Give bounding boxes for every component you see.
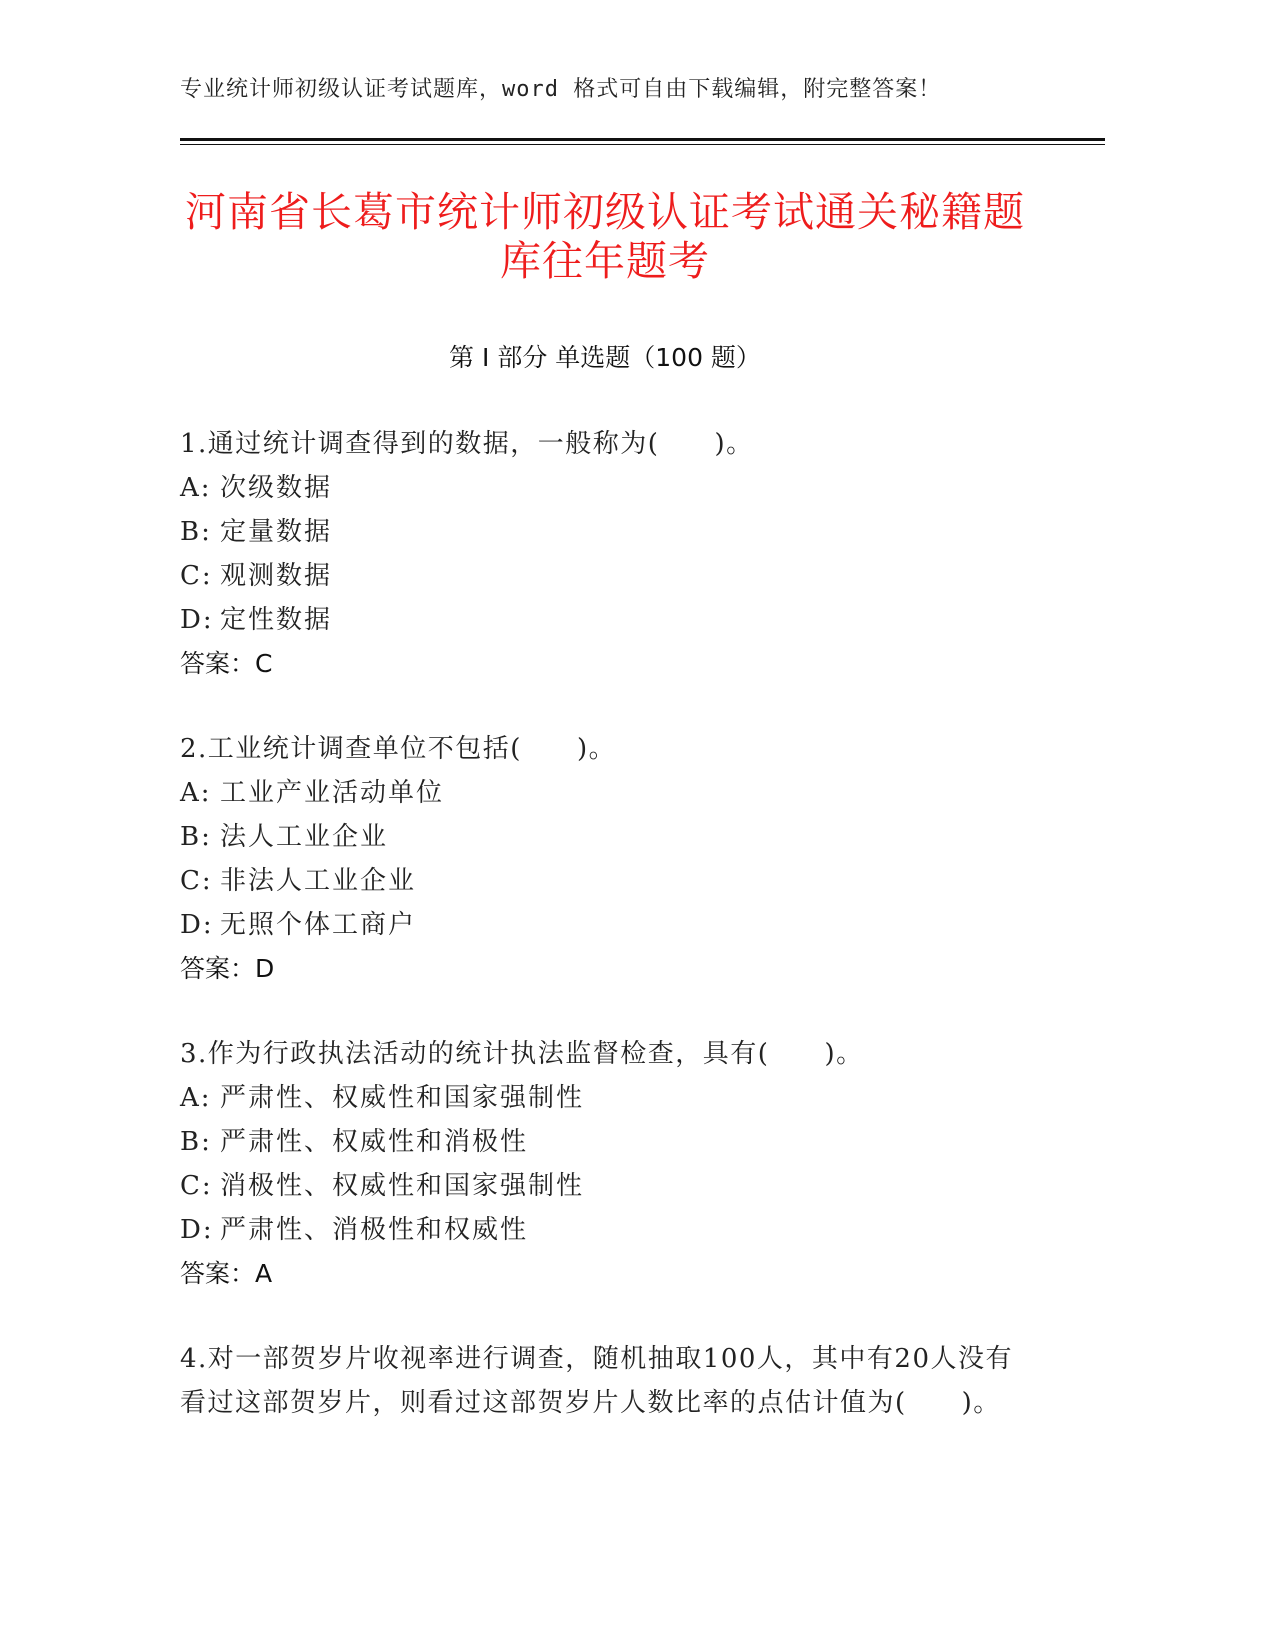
option-key: D: [180,605,214,635]
option-key: C: [180,866,213,896]
question-1 [180,422,1040,686]
answer-label: 答案：C [180,649,273,678]
answer-label: 答案：A [180,1259,273,1288]
option-text: 无照个体工商户 [220,910,417,940]
header-note: 专业统计师初级认证考试题库，word 格式可自由下载编辑，附完整答案！ [180,77,942,102]
option-c [180,1164,1040,1208]
option-text: 严肃性、权威性和国家强制性 [220,1083,585,1113]
option-text: 工业产业活动单位 [220,778,445,808]
option-text: 消极性、权威性和国家强制性 [220,1171,585,1201]
option-b [180,815,1040,859]
question-stem: 2.工业统计调查单位不包括( )。 [180,734,617,764]
option-a [180,1076,1040,1120]
option-key: D: [180,910,214,940]
option-key: B: [180,822,212,852]
answer-label: 答案：D [180,954,275,983]
header-rule-thin [180,144,1105,145]
option-text: 次级数据 [220,473,333,503]
option-text: 观测数据 [220,561,333,591]
question-stem: 1.通过统计调查得到的数据，一般称为( )。 [180,429,754,459]
option-key: A: [180,473,212,503]
document-title: 河南省长葛市统计师初级认证考试通关秘籍题库往年题考 [185,188,1025,285]
option-key: D: [180,1215,214,1245]
option-b [180,510,1040,554]
option-a [180,466,1040,510]
section-heading: 第 I 部分 单选题（100 题） [449,343,761,372]
question-2 [180,727,1040,991]
option-text: 定性数据 [220,605,333,635]
question-stem: 3.作为行政执法活动的统计执法监督检查，具有( )。 [180,1039,864,1069]
question-4 [180,1337,1040,1425]
option-text: 严肃性、权威性和消极性 [220,1127,529,1157]
option-text: 非法人工业企业 [220,866,417,896]
option-d [180,903,1040,947]
option-c [180,859,1040,903]
option-c [180,554,1040,598]
option-d [180,1208,1040,1252]
option-key: B: [180,517,212,547]
option-key: C: [180,1171,213,1201]
option-d [180,598,1040,642]
question-stem: 4.对一部贺岁片收视率进行调查，随机抽取100人，其中有20人没有看过这部贺岁片，则看过这部贺岁片人数比率的点估计值为( )。 [180,1344,1014,1418]
option-text: 严肃性、消极性和权威性 [220,1215,529,1245]
option-key: B: [180,1127,212,1157]
option-key: C: [180,561,213,591]
option-key: A: [180,1083,212,1113]
question-3 [180,1032,1040,1296]
header-rule-thick [180,138,1105,141]
option-text: 定量数据 [220,517,333,547]
option-key: A: [180,778,212,808]
option-a [180,771,1040,815]
option-b [180,1120,1040,1164]
option-text: 法人工业企业 [220,822,389,852]
